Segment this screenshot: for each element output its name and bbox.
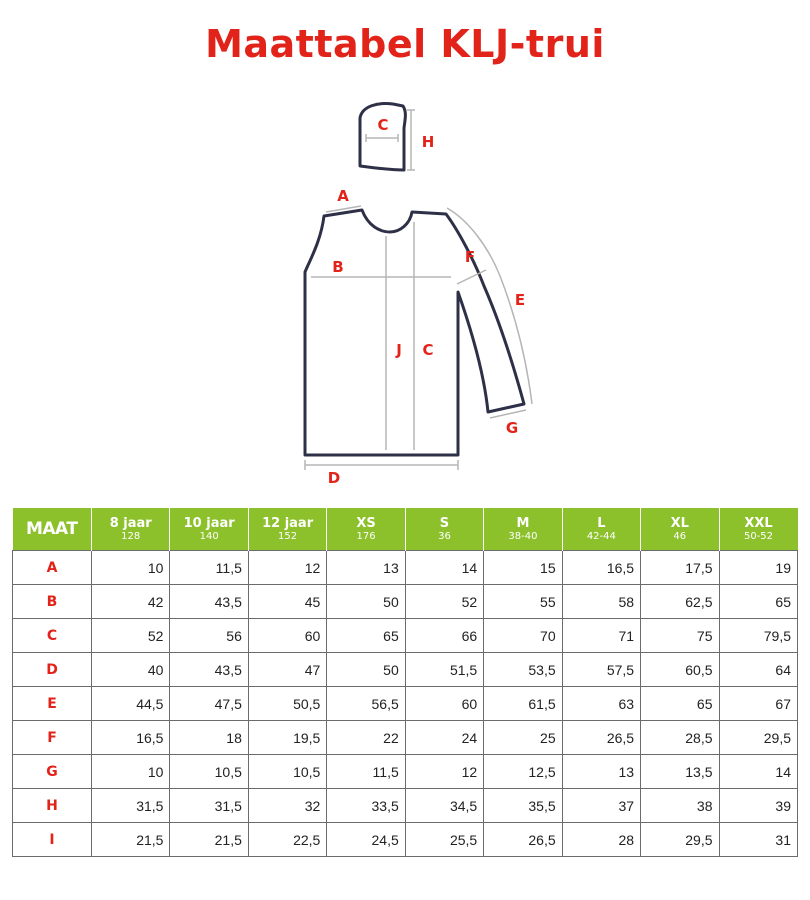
- table-cell: 10: [92, 551, 170, 585]
- row-label: E: [13, 687, 92, 721]
- table-cell: 61,5: [484, 687, 562, 721]
- table-cell: 65: [327, 619, 405, 653]
- table-cell: 58: [562, 585, 640, 619]
- label-e: E: [514, 291, 526, 309]
- table-cell: 28: [562, 823, 640, 857]
- column-header: [484, 508, 562, 551]
- table-row: [13, 687, 798, 721]
- table-cell: 11,5: [170, 551, 248, 585]
- table-row: [13, 823, 798, 857]
- column-header: [405, 508, 483, 551]
- label-b: B: [332, 258, 344, 276]
- table-cell: 12: [248, 551, 326, 585]
- table-cell: 39: [719, 789, 798, 823]
- table-cell: 31,5: [170, 789, 248, 823]
- table-cell: 29,5: [719, 721, 798, 755]
- row-label: C: [13, 619, 92, 653]
- row-label: A: [13, 551, 92, 585]
- table-cell: 75: [641, 619, 719, 653]
- column-label: 12 jaar: [262, 515, 314, 531]
- column-sub: 36: [438, 530, 451, 542]
- table-row: [13, 653, 798, 687]
- table-cell: 24: [405, 721, 483, 755]
- table-cell: 60,5: [641, 653, 719, 687]
- table-row: [13, 585, 798, 619]
- column-header: [170, 508, 248, 551]
- column-header: [719, 508, 798, 551]
- table-cell: 45: [248, 585, 326, 619]
- column-label: M: [516, 515, 530, 531]
- table-cell: 31: [719, 823, 798, 857]
- table-cell: 40: [92, 653, 170, 687]
- column-sub: 152: [278, 530, 298, 542]
- table-cell: 44,5: [92, 687, 170, 721]
- label-h: H: [421, 133, 435, 151]
- table-cell: 17,5: [641, 551, 719, 585]
- table-cell: 26,5: [562, 721, 640, 755]
- table-cell: 51,5: [405, 653, 483, 687]
- column-header: [641, 508, 719, 551]
- table-cell: 16,5: [562, 551, 640, 585]
- table-cell: 52: [92, 619, 170, 653]
- column-label: XS: [356, 515, 376, 531]
- table-cell: 25: [484, 721, 562, 755]
- table-cell: 50: [327, 653, 405, 687]
- table-cell: 32: [248, 789, 326, 823]
- row-label: H: [13, 789, 92, 823]
- table-row: [13, 755, 798, 789]
- table-cell: 70: [484, 619, 562, 653]
- row-label: I: [13, 823, 92, 857]
- table-cell: 66: [405, 619, 483, 653]
- table-cell: 19,5: [248, 721, 326, 755]
- page-title: Maattabel KLJ-trui: [205, 22, 605, 66]
- table-cell: 21,5: [170, 823, 248, 857]
- table-cell: 60: [405, 687, 483, 721]
- column-sub: 38-40: [508, 530, 538, 542]
- table-cell: 29,5: [641, 823, 719, 857]
- table-cell: 13: [562, 755, 640, 789]
- table-cell: 14: [405, 551, 483, 585]
- row-label: B: [13, 585, 92, 619]
- table-cell: 22,5: [248, 823, 326, 857]
- table-cell: 60: [248, 619, 326, 653]
- table-cell: 26,5: [484, 823, 562, 857]
- table-cell: 63: [562, 687, 640, 721]
- table-cell: 43,5: [170, 653, 248, 687]
- table-cell: 24,5: [327, 823, 405, 857]
- label-f: F: [464, 248, 476, 266]
- table-cell: 65: [719, 585, 798, 619]
- column-sub: 128: [121, 530, 141, 542]
- size-table: [12, 508, 798, 857]
- table-cell: 10,5: [248, 755, 326, 789]
- table-cell: 21,5: [92, 823, 170, 857]
- table-cell: 19: [719, 551, 798, 585]
- column-header: [562, 508, 640, 551]
- table-cell: 67: [719, 687, 798, 721]
- label-d: D: [327, 469, 341, 487]
- row-label: G: [13, 755, 92, 789]
- table-cell: 42: [92, 585, 170, 619]
- table-cell: 33,5: [327, 789, 405, 823]
- table-cell: 12: [405, 755, 483, 789]
- label-c: C: [422, 341, 434, 359]
- table-cell: 16,5: [92, 721, 170, 755]
- table-cell: 13: [327, 551, 405, 585]
- table-cell: 12,5: [484, 755, 562, 789]
- column-sub: 46: [673, 530, 687, 542]
- table-cell: 37: [562, 789, 640, 823]
- table-cell: 18: [170, 721, 248, 755]
- table-cell: 71: [562, 619, 640, 653]
- table-cell: 56: [170, 619, 248, 653]
- column-label: 10 jaar: [183, 515, 235, 531]
- table-cell: 10: [92, 755, 170, 789]
- label-a: A: [337, 187, 349, 205]
- column-header: [248, 508, 326, 551]
- table-cell: 79,5: [719, 619, 798, 653]
- table-cell: 56,5: [327, 687, 405, 721]
- column-label: 8 jaar: [109, 515, 152, 531]
- table-cell: 38: [641, 789, 719, 823]
- table-cell: 13,5: [641, 755, 719, 789]
- label-g: G: [505, 419, 519, 437]
- table-cell: 53,5: [484, 653, 562, 687]
- label-hood-c: C: [377, 116, 389, 134]
- table-row: [13, 789, 798, 823]
- table-cell: 35,5: [484, 789, 562, 823]
- table-row: [13, 721, 798, 755]
- table-cell: 31,5: [92, 789, 170, 823]
- table-cell: 34,5: [405, 789, 483, 823]
- row-label: F: [13, 721, 92, 755]
- table-cell: 28,5: [641, 721, 719, 755]
- column-sub: 176: [356, 530, 376, 542]
- size-table-header: [13, 508, 798, 551]
- column-header: [327, 508, 405, 551]
- column-label: S: [439, 515, 450, 531]
- column-header: [92, 508, 170, 551]
- table-cell: 25,5: [405, 823, 483, 857]
- table-cell: 11,5: [327, 755, 405, 789]
- column-label: XL: [670, 515, 689, 531]
- table-cell: 10,5: [170, 755, 248, 789]
- column-sub: 140: [199, 530, 219, 542]
- measurement-guides: [305, 206, 532, 470]
- label-j: J: [396, 341, 402, 359]
- maat-header: MAAT: [13, 508, 92, 551]
- table-row: [13, 551, 798, 585]
- row-label: D: [13, 653, 92, 687]
- table-cell: 55: [484, 585, 562, 619]
- table-cell: 65: [641, 687, 719, 721]
- table-cell: 50,5: [248, 687, 326, 721]
- table-cell: 57,5: [562, 653, 640, 687]
- table-cell: 47: [248, 653, 326, 687]
- table-cell: 43,5: [170, 585, 248, 619]
- table-cell: 47,5: [170, 687, 248, 721]
- column-sub: 42-44: [586, 530, 616, 542]
- table-row: [13, 619, 798, 653]
- column-sub: 50-52: [743, 530, 774, 542]
- table-cell: 52: [405, 585, 483, 619]
- column-label: XXL: [744, 515, 773, 531]
- table-cell: 15: [484, 551, 562, 585]
- table-cell: 22: [327, 721, 405, 755]
- size-table-body: [13, 551, 798, 857]
- column-label: L: [597, 515, 606, 531]
- table-cell: 62,5: [641, 585, 719, 619]
- table-cell: 14: [719, 755, 798, 789]
- table-cell: 50: [327, 585, 405, 619]
- hood-outline: [360, 104, 415, 170]
- table-cell: 64: [719, 653, 798, 687]
